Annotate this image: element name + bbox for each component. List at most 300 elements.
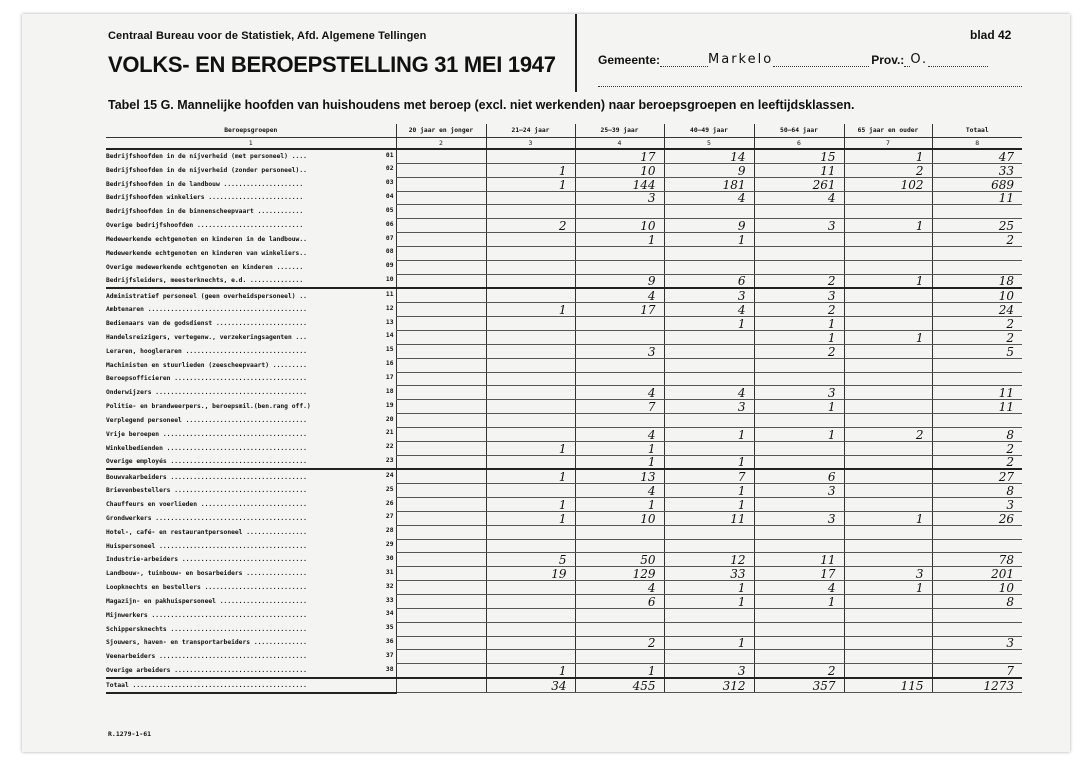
cell-value: [486, 414, 575, 428]
cell-value: [396, 163, 486, 177]
cell-value: [396, 414, 486, 428]
cell-value: 1: [844, 511, 932, 525]
table-row: [106, 330, 1022, 344]
cell-value: [664, 358, 754, 372]
row-label-text: Vrije beroepen ......................................: [106, 430, 307, 438]
cell-value: [486, 484, 575, 498]
row-label: [106, 636, 396, 650]
cell-value: [754, 636, 844, 650]
cell-value: [486, 400, 575, 414]
row-label: [106, 664, 396, 678]
row-label-text: Veenarbeiders .......................................: [106, 653, 307, 661]
cell-value: [754, 650, 844, 664]
cell-value: [396, 678, 486, 693]
cell-value: [664, 650, 754, 664]
prov-dots-right: [928, 54, 988, 67]
cell-value: [754, 233, 844, 247]
row-label-text: Sjouwers, haven- en transportarbeiders ..............: [106, 639, 307, 647]
table-row: [106, 595, 1022, 609]
row-label: [106, 484, 396, 498]
row-label-text: Onderwijzers ........................................: [106, 389, 307, 397]
cell-value: [932, 608, 1022, 622]
cell-value: 1: [486, 163, 575, 177]
cell-value: 4: [754, 581, 844, 595]
cell-value: [575, 372, 664, 386]
cell-value: 1: [754, 427, 844, 441]
cell-value: 144: [575, 177, 664, 191]
cell-value: 8: [932, 595, 1022, 609]
col-number: 8: [932, 138, 1022, 150]
cell-value: 129: [575, 567, 664, 581]
table-row: [106, 427, 1022, 441]
cell-value: [396, 650, 486, 664]
cell-value: [486, 344, 575, 358]
row-label-text: Huispersoneel .......................................: [106, 542, 307, 550]
cell-value: 1: [486, 498, 575, 512]
cell-value: [844, 303, 932, 317]
cell-value: [575, 317, 664, 331]
table-title: Tabel 15 G. Mannelijke hoofden van huishoudens met beroep (excl. niet werkenden) naar beroepsgroepen en leeftijdsklassen.: [108, 98, 855, 112]
row-number: 11: [385, 291, 394, 299]
cell-value: 3: [575, 191, 664, 205]
cell-value: 4: [754, 191, 844, 205]
cell-value: 3: [664, 400, 754, 414]
cell-value: [396, 177, 486, 191]
col-number: 7: [844, 138, 932, 150]
cell-value: [396, 441, 486, 455]
row-label: [106, 539, 396, 553]
cell-value: 78: [932, 553, 1022, 567]
table-row: [106, 622, 1022, 636]
row-label-text: Overige arbeiders ...................................: [106, 666, 307, 674]
gemeente-value: Markelo: [708, 52, 774, 67]
cell-value: [396, 372, 486, 386]
cell-value: [844, 636, 932, 650]
table-row: [106, 205, 1022, 219]
cell-value: [486, 205, 575, 219]
cell-value: [664, 205, 754, 219]
cell-value: 1: [664, 636, 754, 650]
cell-value: 14: [664, 149, 754, 163]
cell-value: [932, 372, 1022, 386]
cell-value: [754, 455, 844, 469]
cell-value: 10: [932, 581, 1022, 595]
cell-value: [486, 427, 575, 441]
cell-value: [396, 191, 486, 205]
cell-value: 6: [575, 595, 664, 609]
table-row: [106, 260, 1022, 274]
row-number: 01: [385, 152, 394, 159]
cell-value: [396, 608, 486, 622]
cell-value: 18: [932, 274, 1022, 288]
cell-value: [575, 525, 664, 539]
cell-value: [396, 330, 486, 344]
column-number-row: [106, 138, 1022, 150]
row-number: 24: [385, 472, 394, 480]
table-row: [106, 274, 1022, 288]
row-label-text: Overige medewerkende echtgenoten en kinderen .......: [106, 263, 304, 271]
cell-value: [844, 455, 932, 469]
cell-value: 4: [575, 288, 664, 302]
row-number: 26: [385, 499, 394, 507]
cell-value: [575, 608, 664, 622]
table-row: [106, 650, 1022, 664]
row-label-text: Brievenbestellers ...................................: [106, 487, 307, 495]
cell-value: 10: [575, 163, 664, 177]
table-row: [106, 400, 1022, 414]
cell-value: 1273: [932, 678, 1022, 693]
cell-value: [575, 246, 664, 260]
cell-value: [396, 149, 486, 163]
cell-value: [844, 595, 932, 609]
cell-value: [396, 664, 486, 678]
cell-value: [932, 622, 1022, 636]
row-label-text: Handelsreizigers, vertegenw., verzekeringsagenten ...: [106, 333, 307, 341]
cell-value: [396, 539, 486, 553]
row-number: 15: [385, 346, 394, 354]
cell-value: [932, 358, 1022, 372]
cell-value: 1: [486, 511, 575, 525]
cell-value: [396, 622, 486, 636]
cell-value: 13: [575, 469, 664, 483]
table-row: [106, 539, 1022, 553]
row-label-text: Bedrijfshoofden winkeliers .........................: [106, 194, 304, 202]
cell-value: 1: [844, 330, 932, 344]
cell-value: [486, 274, 575, 288]
table-row: [106, 525, 1022, 539]
cell-value: [754, 246, 844, 260]
cell-value: [932, 525, 1022, 539]
cell-value: [932, 205, 1022, 219]
row-label-text: Bedienaars van de godsdienst ........................: [106, 320, 307, 328]
cell-value: 10: [575, 219, 664, 233]
cell-value: [754, 372, 844, 386]
cell-value: 3: [754, 484, 844, 498]
cell-value: 47: [932, 149, 1022, 163]
cell-value: [396, 246, 486, 260]
cell-value: 1: [844, 149, 932, 163]
row-number: 07: [385, 234, 394, 242]
cell-value: [486, 260, 575, 274]
cell-value: [486, 581, 575, 595]
cell-value: [486, 372, 575, 386]
col-header-totaal: Totaal: [932, 124, 1022, 138]
cell-value: 4: [575, 484, 664, 498]
row-label: [106, 344, 396, 358]
cell-value: [844, 441, 932, 455]
cell-value: [575, 205, 664, 219]
total-row: [106, 678, 1022, 693]
row-number: 33: [385, 596, 394, 604]
row-number: 13: [385, 318, 394, 326]
cell-value: 102: [844, 177, 932, 191]
row-label-text: Totaal ..............................................: [106, 681, 307, 689]
cell-value: [575, 539, 664, 553]
cell-value: 2: [932, 317, 1022, 331]
cell-value: [396, 274, 486, 288]
row-number: 32: [385, 582, 394, 590]
row-label: [106, 330, 396, 344]
row-number: 36: [385, 638, 394, 646]
cell-value: [396, 233, 486, 247]
table-row: [106, 233, 1022, 247]
cell-value: 17: [575, 303, 664, 317]
cell-value: [844, 664, 932, 678]
cell-value: 1: [664, 581, 754, 595]
cell-value: [486, 386, 575, 400]
row-label: [106, 163, 396, 177]
row-label-text: Ambtenaren ..........................................: [106, 306, 307, 314]
row-label-text: Machinisten en stuurlieden (zeescheepvaart) .........: [106, 361, 307, 369]
cell-value: [932, 246, 1022, 260]
table-row: [106, 567, 1022, 581]
bureau-name: Centraal Bureau voor de Statistiek, Afd. Algemene Tellingen: [108, 30, 427, 42]
row-number: 02: [385, 165, 394, 173]
row-number: 29: [385, 541, 394, 549]
row-label: [106, 400, 396, 414]
cell-value: [754, 525, 844, 539]
row-number: 14: [385, 332, 394, 340]
cell-value: [754, 608, 844, 622]
cell-value: [396, 455, 486, 469]
row-label-text: Bedrijfshoofden in de nijverheid (met personeel) ....: [106, 153, 307, 161]
cell-value: 11: [932, 386, 1022, 400]
row-number: 35: [385, 624, 394, 632]
col-number: 6: [754, 138, 844, 150]
row-label: [106, 553, 396, 567]
table-row: [106, 288, 1022, 302]
cell-value: [664, 525, 754, 539]
cell-value: [396, 498, 486, 512]
cell-value: [396, 525, 486, 539]
cell-value: [664, 344, 754, 358]
row-label: [106, 386, 396, 400]
cell-value: [844, 386, 932, 400]
row-label: [106, 260, 396, 274]
cell-value: 6: [754, 469, 844, 483]
cell-value: 6: [664, 274, 754, 288]
cell-value: 50: [575, 553, 664, 567]
cell-value: [486, 525, 575, 539]
cell-value: 1: [575, 233, 664, 247]
cell-value: [844, 260, 932, 274]
cell-value: 1: [844, 581, 932, 595]
row-label: [106, 567, 396, 581]
cell-value: [486, 636, 575, 650]
cell-value: 8: [932, 484, 1022, 498]
table-row: [106, 441, 1022, 455]
cell-value: 9: [664, 219, 754, 233]
row-number: 22: [385, 443, 394, 451]
cell-value: [664, 260, 754, 274]
cell-value: [664, 330, 754, 344]
cell-value: 1: [575, 441, 664, 455]
cell-value: [575, 414, 664, 428]
row-number: 31: [385, 568, 394, 576]
cell-value: 1: [844, 219, 932, 233]
col-header-65-ouder: 65 jaar en ouder: [844, 124, 932, 138]
cell-value: 4: [664, 191, 754, 205]
table-row: [106, 344, 1022, 358]
cell-value: 2: [575, 636, 664, 650]
table-row: [106, 511, 1022, 525]
row-label-text: Hotel-, café- en restaurantpersoneel ................: [106, 528, 307, 536]
table-row: [106, 484, 1022, 498]
row-label: [106, 455, 396, 469]
col-header-25-39: 25–39 jaar: [575, 124, 664, 138]
cell-value: [396, 358, 486, 372]
cell-value: [396, 511, 486, 525]
row-number: 38: [385, 665, 394, 673]
table-row: [106, 553, 1022, 567]
column-header-row: [106, 124, 1022, 138]
row-label-text: Landbouw-, tuinbouw- en bosarbeiders ................: [106, 570, 307, 578]
col-header-50-64: 50–64 jaar: [754, 124, 844, 138]
table-row: [106, 608, 1022, 622]
table-row: [106, 177, 1022, 191]
cell-value: 4: [664, 386, 754, 400]
row-label-text: Bedrijfshoofden in de nijverheid (zonder personeel)..: [106, 166, 307, 174]
row-label: [106, 678, 396, 693]
row-label: [106, 219, 396, 233]
cell-value: [486, 288, 575, 302]
occupation-age-table: [106, 124, 1022, 694]
cell-value: 455: [575, 678, 664, 693]
cell-value: [664, 246, 754, 260]
cell-value: [575, 358, 664, 372]
row-number: 04: [385, 193, 394, 201]
cell-value: 1: [664, 498, 754, 512]
cell-value: [844, 288, 932, 302]
row-number: 10: [385, 276, 394, 284]
cell-value: [844, 525, 932, 539]
row-label: [106, 525, 396, 539]
row-label-text: Bouwvakarbeiders ....................................: [106, 473, 307, 481]
row-label: [106, 372, 396, 386]
row-label-text: Medewerkende echtgenoten en kinderen van winkeliers..: [106, 249, 307, 257]
cell-value: 11: [932, 191, 1022, 205]
cell-value: [664, 372, 754, 386]
cell-value: [396, 400, 486, 414]
cell-value: [754, 622, 844, 636]
row-label: [106, 246, 396, 260]
cell-value: 1: [575, 455, 664, 469]
table-row: [106, 469, 1022, 483]
prov-value: O.: [910, 52, 929, 67]
cell-value: [486, 358, 575, 372]
row-label: [106, 595, 396, 609]
cell-value: [486, 191, 575, 205]
col-header-beroepsgroepen: Beroepsgroepen: [106, 124, 396, 138]
cell-value: 26: [932, 511, 1022, 525]
cell-value: 1: [844, 274, 932, 288]
cell-value: 5: [932, 344, 1022, 358]
cell-value: 4: [575, 386, 664, 400]
cell-value: [396, 303, 486, 317]
cell-value: 4: [575, 581, 664, 595]
row-label: [106, 608, 396, 622]
census-title: VOLKS- EN BEROEPSTELLING 31 MEI 1947: [108, 52, 556, 77]
cell-value: [844, 233, 932, 247]
cell-value: 115: [844, 678, 932, 693]
cell-value: 1: [486, 441, 575, 455]
cell-value: 1: [754, 595, 844, 609]
row-number: 08: [385, 248, 394, 256]
cell-value: 689: [932, 177, 1022, 191]
cell-value: 7: [664, 469, 754, 483]
cell-value: 15: [754, 149, 844, 163]
table-row: [106, 581, 1022, 595]
cell-value: 1: [664, 427, 754, 441]
cell-value: [754, 414, 844, 428]
cell-value: [396, 427, 486, 441]
row-label-text: Grondwerkers ........................................: [106, 514, 307, 522]
cell-value: 3: [844, 567, 932, 581]
cell-value: 2: [932, 441, 1022, 455]
row-number: 05: [385, 206, 394, 214]
dotted-line: [598, 86, 1022, 87]
cell-value: [396, 484, 486, 498]
row-label: [106, 511, 396, 525]
cell-value: [844, 400, 932, 414]
col-number: 3: [486, 138, 575, 150]
cell-value: [754, 441, 844, 455]
row-label: [106, 177, 396, 191]
row-number: 12: [385, 304, 394, 312]
row-label-text: Loopknechts en bestellers ...........................: [106, 584, 307, 592]
col-header-20-jonger: 20 jaar en jonger: [396, 124, 486, 138]
cell-value: [486, 595, 575, 609]
municipality-field: [598, 52, 988, 67]
cell-value: 201: [932, 567, 1022, 581]
cell-value: [396, 636, 486, 650]
row-number: 18: [385, 387, 394, 395]
row-label: [106, 149, 396, 163]
sheet-number: blad 42: [970, 28, 1012, 42]
row-number: 34: [385, 610, 394, 618]
gemeente-dots-left: [660, 54, 708, 67]
cell-value: 2: [754, 664, 844, 678]
cell-value: [396, 567, 486, 581]
cell-value: 11: [754, 163, 844, 177]
table-row: [106, 636, 1022, 650]
cell-value: 11: [664, 511, 754, 525]
cell-value: [486, 622, 575, 636]
table-row: [106, 664, 1022, 678]
cell-value: [486, 608, 575, 622]
cell-value: 1: [754, 317, 844, 331]
cell-value: 34: [486, 678, 575, 693]
cell-value: 3: [932, 636, 1022, 650]
prov-label: Prov.:: [871, 53, 905, 67]
cell-value: [575, 622, 664, 636]
cell-value: 3: [754, 511, 844, 525]
cell-value: 33: [664, 567, 754, 581]
row-label-text: Bedrijfsleiders, meesterknechts, e.d. ..............: [106, 277, 304, 285]
cell-value: [932, 650, 1022, 664]
row-number: 23: [385, 457, 394, 465]
row-label-text: Beroepsofficieren ...................................: [106, 375, 307, 383]
row-label-text: Overige bedrijfshoofden ............................: [106, 222, 304, 230]
row-label-text: Schippersknechts ....................................: [106, 625, 307, 633]
cell-value: [844, 539, 932, 553]
row-number: 30: [385, 554, 394, 562]
row-number: 19: [385, 401, 394, 409]
cell-value: [396, 288, 486, 302]
cell-value: [664, 441, 754, 455]
cell-value: 2: [844, 163, 932, 177]
cell-value: [754, 205, 844, 219]
